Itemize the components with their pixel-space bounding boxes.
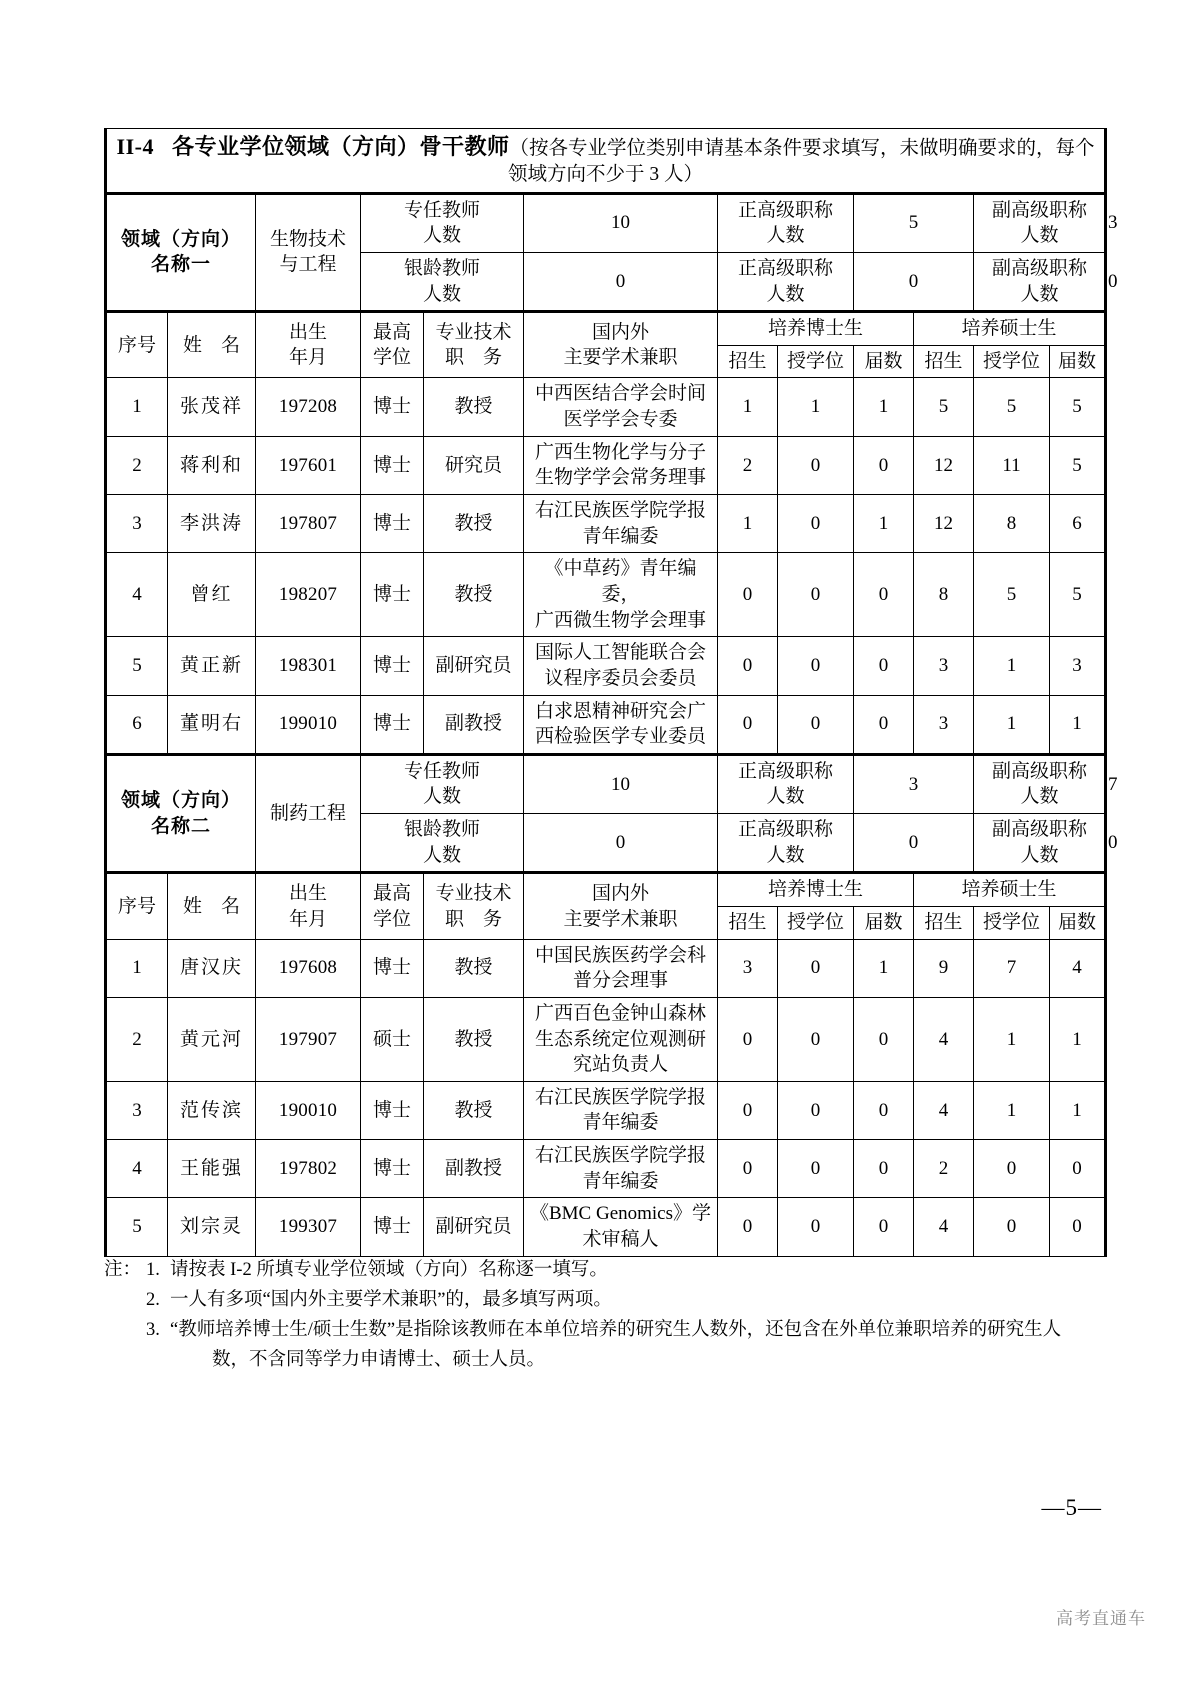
cell-birth: 199010	[256, 695, 361, 754]
table-row	[106, 695, 1106, 754]
table-row	[106, 495, 1106, 553]
cell-ms-enroll: 8	[914, 553, 974, 637]
col-joint-line2: 主要学术兼职	[563, 347, 678, 369]
cell-joint-line1: 白求恩精神研究会广	[534, 700, 706, 722]
silver-label-line1: 银龄教师	[403, 819, 480, 841]
cell-name: 李洪涛	[168, 495, 256, 553]
cell-ms-cohorts: 1	[1050, 1081, 1106, 1139]
cell-name: 董明右	[168, 695, 256, 754]
col-phd-enroll-header: 招生	[718, 345, 778, 378]
cell-degree: 博士	[361, 1140, 424, 1198]
cell-ms-enroll: 12	[914, 495, 974, 553]
domain2-label-line2: 名称二	[150, 815, 211, 837]
cell-index: 5	[106, 1198, 168, 1256]
cell-joint	[524, 436, 718, 494]
domain2-column-header-row-1	[106, 873, 1106, 907]
cell-joint	[524, 553, 718, 637]
cell-birth: 198207	[256, 553, 361, 637]
table-row	[106, 997, 1106, 1081]
cell-index: 4	[106, 1140, 168, 1198]
domain1-label-line1: 领域（方向）	[120, 228, 241, 250]
cell-joint-line2: 生态系统定位观测研	[534, 1028, 706, 1050]
cell-joint-line1: 中国民族医药学会科	[534, 944, 706, 966]
cell-ms-enroll: 3	[914, 637, 974, 695]
cell-ms-cohorts: 0	[1050, 1140, 1106, 1198]
silver-label-line2: 人数	[422, 844, 461, 866]
col-joint-line1: 国内外	[591, 882, 649, 904]
col-phd-cohorts-header: 届数	[854, 907, 914, 940]
domain1-name	[256, 193, 361, 312]
cell-degree: 博士	[361, 436, 424, 494]
col-phd-group-header: 培养博士生	[718, 873, 914, 907]
silver-assoc-label-line1: 副高级职称	[992, 257, 1088, 279]
col-ms-degree-header: 授学位	[974, 345, 1050, 378]
domain1-silver-senior-label	[718, 252, 854, 311]
cell-joint-line1: 中西医结合学会时间	[534, 383, 706, 405]
cell-phd-degree: 0	[778, 553, 854, 637]
col-degree-line2: 学位	[372, 347, 411, 369]
cell-ms-cohorts: 5	[1050, 378, 1106, 436]
cell-degree: 博士	[361, 495, 424, 553]
table-row	[106, 1140, 1106, 1198]
cell-phd-degree: 0	[778, 1198, 854, 1256]
col-degree-header	[361, 873, 424, 939]
col-post-line2: 职 务	[444, 908, 502, 930]
col-ms-cohorts-header: 届数	[1050, 345, 1106, 378]
cell-phd-degree: 0	[778, 695, 854, 754]
col-post-line1: 专业技术	[435, 882, 512, 904]
form-sheet	[104, 128, 1118, 1257]
domain1-silver-label	[361, 252, 524, 311]
cell-phd-cohorts: 0	[854, 997, 914, 1081]
cell-joint-line2: 西检验医学专业委员	[534, 726, 706, 748]
domain1-name-line1: 生物技术	[269, 228, 346, 250]
form-title-sub: （按各专业学位类别申请基本条件要求填写，未做明确要求的，每个领域方向不少于 3 人）	[508, 138, 1095, 186]
col-master-group-header: 培养硕士生	[914, 312, 1106, 346]
table-row	[106, 378, 1106, 436]
domain2-silver-senior-value: 0	[854, 814, 974, 873]
col-joint-header	[524, 873, 718, 939]
cell-post: 副教授	[424, 1140, 524, 1198]
cell-ms-cohorts: 5	[1050, 553, 1106, 637]
cell-joint-line2: 医学学会专委	[563, 409, 678, 431]
cell-phd-cohorts: 0	[854, 553, 914, 637]
fulltime-label-line1: 专任教师	[403, 199, 480, 221]
form-title-row	[106, 129, 1106, 194]
form-notes	[104, 1256, 1114, 1376]
cell-joint	[524, 637, 718, 695]
col-phd-degree-header: 授学位	[778, 907, 854, 940]
cell-name: 曾红	[168, 553, 256, 637]
page-number: —5—	[1041, 1495, 1102, 1520]
col-post-line1: 专业技术	[435, 321, 512, 343]
cell-joint-line2: 生物学学会常务理事	[534, 467, 706, 489]
domain1-silver-senior-value: 0	[854, 252, 974, 311]
cell-phd-enroll: 1	[718, 378, 778, 436]
cell-joint-line2: 青年编委	[582, 1112, 659, 1134]
cell-ms-degree: 8	[974, 495, 1050, 553]
cell-post: 教授	[424, 939, 524, 997]
cell-post: 副教授	[424, 695, 524, 754]
cell-joint-line1: 右江民族医学院学报	[534, 1145, 706, 1167]
cell-ms-enroll: 12	[914, 436, 974, 494]
domain1-fulltime-value: 10	[524, 193, 718, 252]
table-row	[106, 1081, 1106, 1139]
cell-post: 教授	[424, 1081, 524, 1139]
cell-phd-degree: 0	[778, 939, 854, 997]
col-index-header: 序号	[106, 873, 168, 939]
col-joint-line1: 国内外	[591, 321, 649, 343]
domain1-stats-row-2: 银龄教师 人数 0 正高级职称 人数 0 副高级职称 人数 0	[106, 252, 1106, 311]
domain1-fulltime-label	[361, 193, 524, 252]
cell-index: 2	[106, 436, 168, 494]
col-birth-line2: 年月	[288, 347, 327, 369]
cell-joint-line2: 青年编委	[582, 1170, 659, 1192]
col-birth-header	[256, 873, 361, 939]
cell-ms-degree: 0	[974, 1198, 1050, 1256]
cell-name: 黄元河	[168, 997, 256, 1081]
fulltime-label-line2: 人数	[422, 786, 461, 808]
cell-name: 范传滨	[168, 1081, 256, 1139]
cell-phd-enroll: 0	[718, 1081, 778, 1139]
cell-ms-cohorts: 4	[1050, 939, 1106, 997]
cell-degree: 博士	[361, 1081, 424, 1139]
senior-label-line1: 正高级职称	[737, 760, 833, 782]
cell-ms-degree: 7	[974, 939, 1050, 997]
col-degree-header	[361, 312, 424, 378]
cell-phd-enroll: 0	[718, 637, 778, 695]
cell-index: 3	[106, 1081, 168, 1139]
cell-ms-cohorts: 6	[1050, 495, 1106, 553]
cell-joint-line1: 右江民族医学院学报	[534, 1086, 706, 1108]
silver-assoc-label-line2: 人数	[1020, 283, 1059, 305]
cell-post: 教授	[424, 495, 524, 553]
form-title-cell	[106, 129, 1106, 194]
cell-joint-line1: 广西百色金钟山森林	[534, 1002, 706, 1024]
cell-post: 教授	[424, 997, 524, 1081]
domain2-label-line1: 领域（方向）	[120, 789, 241, 811]
fulltime-label-line1: 专任教师	[403, 760, 480, 782]
col-index-header: 序号	[106, 312, 168, 378]
cell-post: 研究员	[424, 436, 524, 494]
silver-senior-label-line2: 人数	[766, 283, 805, 305]
notes-heading: 注：	[104, 1260, 142, 1280]
col-phd-degree-header: 授学位	[778, 345, 854, 378]
col-name-header: 姓 名	[168, 873, 256, 939]
cell-ms-degree: 1	[974, 695, 1050, 754]
table-row	[106, 939, 1106, 997]
cell-birth: 197907	[256, 997, 361, 1081]
col-joint-line2: 主要学术兼职	[563, 908, 678, 930]
senior-label-line1: 正高级职称	[737, 199, 833, 221]
assoc-label-line1: 副高级职称	[992, 199, 1088, 221]
domain2-assoc-label	[974, 754, 1106, 813]
cell-joint	[524, 695, 718, 754]
note-text: 一人有多项“国内外主要学术兼职”的，最多填写两项。	[170, 1289, 612, 1310]
cell-ms-enroll: 3	[914, 695, 974, 754]
domain2-fulltime-label	[361, 754, 524, 813]
assoc-label-line2: 人数	[1020, 225, 1059, 247]
cell-degree: 硕士	[361, 997, 424, 1081]
cell-phd-degree: 0	[778, 1140, 854, 1198]
note-item	[104, 1286, 1114, 1316]
table-row	[106, 1198, 1106, 1256]
domain2-silver-senior-label	[718, 814, 854, 873]
cell-phd-cohorts: 0	[854, 1140, 914, 1198]
cell-ms-degree: 1	[974, 997, 1050, 1081]
cell-ms-degree: 1	[974, 1081, 1050, 1139]
cell-birth: 199307	[256, 1198, 361, 1256]
note-number: 1.	[146, 1260, 160, 1280]
cell-birth: 197608	[256, 939, 361, 997]
cell-degree: 博士	[361, 378, 424, 436]
cell-birth: 197802	[256, 1140, 361, 1198]
cell-phd-enroll: 2	[718, 436, 778, 494]
cell-joint-line2: 普分会理事	[572, 970, 668, 992]
cell-degree: 博士	[361, 1198, 424, 1256]
cell-index: 1	[106, 378, 168, 436]
col-birth-header	[256, 312, 361, 378]
col-joint-header	[524, 312, 718, 378]
domain1-senior-value: 5	[854, 193, 974, 252]
cell-joint	[524, 1198, 718, 1256]
cell-phd-enroll: 0	[718, 695, 778, 754]
cell-joint-line2: 议程序委员会委员	[544, 667, 697, 689]
assoc-label-line1: 副高级职称	[992, 760, 1088, 782]
cell-phd-enroll: 1	[718, 495, 778, 553]
cell-index: 4	[106, 553, 168, 637]
cell-ms-degree: 1	[974, 637, 1050, 695]
senior-label-line2: 人数	[766, 786, 805, 808]
cell-ms-enroll: 4	[914, 1081, 974, 1139]
cell-index: 5	[106, 637, 168, 695]
cell-ms-cohorts: 1	[1050, 997, 1106, 1081]
domain2-silver-assoc-label	[974, 814, 1106, 873]
silver-assoc-label-line2: 人数	[1020, 844, 1059, 866]
cell-ms-cohorts: 0	[1050, 1198, 1106, 1256]
col-master-group-header: 培养硕士生	[914, 873, 1106, 907]
note-text-continuation: 数，不含同等学力申请博士、硕士人员。	[212, 1349, 546, 1370]
cell-birth: 197601	[256, 436, 361, 494]
form-title-main: 各专业学位领域（方向）骨干教师	[171, 134, 510, 159]
cell-name: 黄正新	[168, 637, 256, 695]
cell-phd-cohorts: 1	[854, 495, 914, 553]
cell-joint-line1: 右江民族医学院学报	[534, 500, 706, 522]
domain1-column-header-row-1	[106, 312, 1106, 346]
cell-phd-cohorts: 0	[854, 1198, 914, 1256]
note-item	[104, 1316, 1114, 1346]
cell-ms-enroll: 5	[914, 378, 974, 436]
cell-joint-line1: 《BMC Genomics》学	[529, 1203, 712, 1225]
cell-degree: 博士	[361, 553, 424, 637]
domain2-senior-value: 3	[854, 754, 974, 813]
cell-post: 教授	[424, 378, 524, 436]
cell-joint	[524, 997, 718, 1081]
col-ms-enroll-header: 招生	[914, 345, 974, 378]
cell-name: 蒋利和	[168, 436, 256, 494]
cell-phd-cohorts: 0	[854, 637, 914, 695]
silver-label-line2: 人数	[422, 283, 461, 305]
cell-phd-cohorts: 1	[854, 939, 914, 997]
cell-name: 王能强	[168, 1140, 256, 1198]
cell-phd-enroll: 0	[718, 1198, 778, 1256]
domain1-label	[106, 193, 256, 312]
table-row	[106, 637, 1106, 695]
cell-phd-degree: 0	[778, 997, 854, 1081]
col-post-header	[424, 873, 524, 939]
col-birth-line2: 年月	[288, 908, 327, 930]
cell-phd-cohorts: 0	[854, 1081, 914, 1139]
assoc-label-line2: 人数	[1020, 786, 1059, 808]
domain1-silver-assoc-label	[974, 252, 1106, 311]
cell-joint-line1: 广西生物化学与分子	[534, 441, 706, 463]
cell-degree: 博士	[361, 695, 424, 754]
cell-ms-cohorts: 5	[1050, 436, 1106, 494]
domain2-name: 制药工程	[256, 754, 361, 873]
silver-senior-label-line1: 正高级职称	[737, 257, 833, 279]
domain2-silver-value: 0	[524, 814, 718, 873]
col-phd-group-header: 培养博士生	[718, 312, 914, 346]
cell-phd-degree: 0	[778, 637, 854, 695]
cell-birth: 190010	[256, 1081, 361, 1139]
cell-phd-degree: 0	[778, 495, 854, 553]
domain1-label-line2: 名称一	[150, 254, 211, 276]
cell-joint-line2: 青年编委	[582, 525, 659, 547]
cell-ms-degree: 11	[974, 436, 1050, 494]
col-name-header: 姓 名	[168, 312, 256, 378]
cell-post: 副研究员	[424, 1198, 524, 1256]
cell-index: 2	[106, 997, 168, 1081]
domain1-name-line2: 与工程	[279, 254, 337, 276]
cell-name: 刘宗灵	[168, 1198, 256, 1256]
domain2-fulltime-value: 10	[524, 754, 718, 813]
col-post-line2: 职 务	[444, 347, 502, 369]
domain2-senior-label	[718, 754, 854, 813]
cell-index: 3	[106, 495, 168, 553]
cell-phd-enroll: 0	[718, 1140, 778, 1198]
col-ms-degree-header: 授学位	[974, 907, 1050, 940]
faculty-form-table	[104, 128, 1118, 1257]
cell-ms-degree: 0	[974, 1140, 1050, 1198]
cell-ms-enroll: 9	[914, 939, 974, 997]
domain2-stats-row-1: 领域（方向） 名称二 制药工程 专任教师 人数 10 正高级职称 人数 3 副高级职称 人数 7	[106, 754, 1106, 813]
cell-phd-degree: 0	[778, 1081, 854, 1139]
fulltime-label-line2: 人数	[422, 225, 461, 247]
note-text: 请按表 I-2 所填专业学位领域（方向）名称逐一填写。	[170, 1260, 608, 1280]
cell-name: 张茂祥	[168, 378, 256, 436]
silver-senior-label-line2: 人数	[766, 844, 805, 866]
cell-phd-cohorts: 0	[854, 695, 914, 754]
col-degree-line1: 最高	[372, 882, 411, 904]
form-title-code: II-4	[116, 134, 154, 159]
col-ms-cohorts-header: 届数	[1050, 907, 1106, 940]
cell-phd-enroll: 0	[718, 553, 778, 637]
cell-birth: 197807	[256, 495, 361, 553]
table-row	[106, 436, 1106, 494]
domain1-stats-row-1: 领域（方向） 名称一 生物技术 与工程 专任教师 人数 10 正高级职称 人数 5 副高级职称 人数 3	[106, 193, 1106, 252]
cell-joint	[524, 1140, 718, 1198]
silver-label-line1: 银龄教师	[403, 257, 480, 279]
domain1-senior-label	[718, 193, 854, 252]
domain1-silver-value: 0	[524, 252, 718, 311]
note-text: “教师培养博士生/硕士生数”是指除该教师在本单位培养的研究生人数外，还包含在外单位兼职培养的研究生人	[170, 1319, 1062, 1340]
domain2-silver-label	[361, 814, 524, 873]
cell-joint	[524, 378, 718, 436]
cell-index: 1	[106, 939, 168, 997]
cell-phd-degree: 0	[778, 436, 854, 494]
cell-ms-degree: 5	[974, 553, 1050, 637]
col-ms-enroll-header: 招生	[914, 907, 974, 940]
cell-name: 唐汉庆	[168, 939, 256, 997]
silver-assoc-label-line1: 副高级职称	[992, 819, 1088, 841]
cell-ms-degree: 5	[974, 378, 1050, 436]
cell-phd-enroll: 0	[718, 997, 778, 1081]
cell-ms-enroll: 4	[914, 997, 974, 1081]
cell-degree: 博士	[361, 637, 424, 695]
col-phd-enroll-header: 招生	[718, 907, 778, 940]
cell-ms-enroll: 2	[914, 1140, 974, 1198]
cell-birth: 197208	[256, 378, 361, 436]
col-post-header	[424, 312, 524, 378]
cell-joint	[524, 495, 718, 553]
cell-phd-enroll: 3	[718, 939, 778, 997]
cell-joint-line3: 究站负责人	[572, 1054, 668, 1076]
cell-phd-degree: 1	[778, 378, 854, 436]
cell-post: 副研究员	[424, 637, 524, 695]
cell-phd-cohorts: 1	[854, 378, 914, 436]
note-item	[104, 1256, 1114, 1286]
cell-joint-line1: 国际人工智能联合会	[534, 642, 706, 664]
cell-post: 教授	[424, 553, 524, 637]
cell-degree: 博士	[361, 939, 424, 997]
cell-joint	[524, 1081, 718, 1139]
domain2-label	[106, 754, 256, 873]
note-number: 2.	[146, 1289, 160, 1310]
cell-joint-line2: 广西微生物学会理事	[534, 609, 706, 631]
col-birth-line1: 出生	[288, 882, 327, 904]
col-birth-line1: 出生	[288, 321, 327, 343]
col-degree-line2: 学位	[372, 908, 411, 930]
col-degree-line1: 最高	[372, 321, 411, 343]
senior-label-line2: 人数	[766, 225, 805, 247]
cell-ms-cohorts: 3	[1050, 637, 1106, 695]
cell-ms-enroll: 4	[914, 1198, 974, 1256]
cell-joint-line1: 《中草药》青年编委，	[544, 558, 697, 605]
domain1-assoc-label	[974, 193, 1106, 252]
watermark-label: 高考直通车	[1056, 1609, 1146, 1628]
table-row	[106, 553, 1106, 637]
domain2-stats-row-2: 银龄教师 人数 0 正高级职称 人数 0 副高级职称 人数 0	[106, 814, 1106, 873]
cell-joint-line2: 术审稿人	[582, 1229, 659, 1251]
col-phd-cohorts-header: 届数	[854, 345, 914, 378]
silver-senior-label-line1: 正高级职称	[737, 819, 833, 841]
cell-index: 6	[106, 695, 168, 754]
cell-joint	[524, 939, 718, 997]
cell-phd-cohorts: 0	[854, 436, 914, 494]
cell-ms-cohorts: 1	[1050, 695, 1106, 754]
note-number: 3.	[146, 1319, 160, 1340]
cell-birth: 198301	[256, 637, 361, 695]
